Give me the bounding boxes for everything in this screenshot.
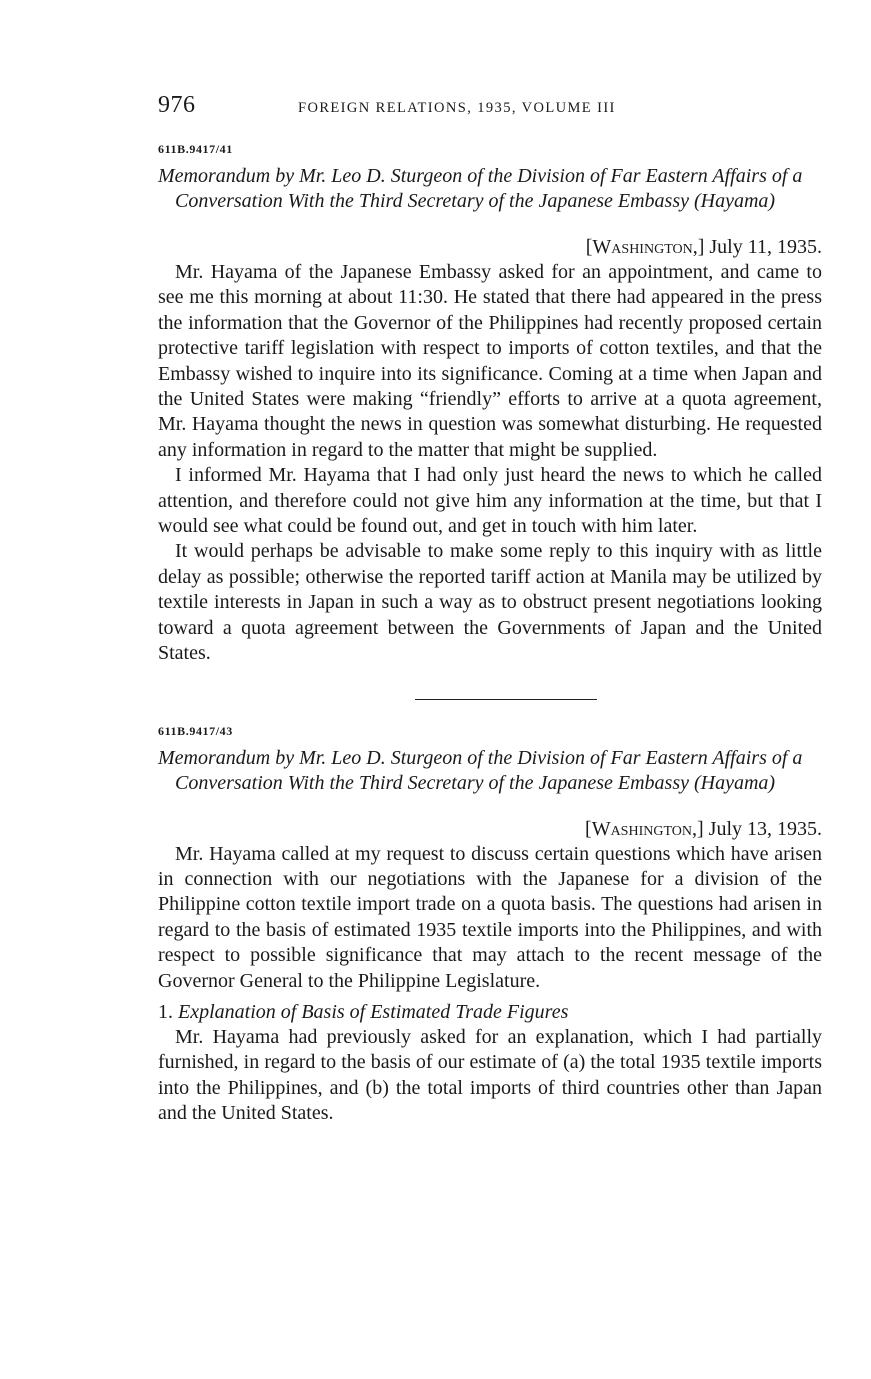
dateline-1: [Washington,] July 11, 1935. [585,236,822,258]
file-number-2: 611B.9417/43 [158,723,233,738]
running-title: FOREIGN RELATIONS, 1935, VOLUME III [298,100,616,116]
memo1-paragraph-3: It would perhaps be advisable to make some reply to this inquiry with as little delay as possible; otherwise the reported tariff action at Manila may be utilized by textile interests in Japan in such a way as to obstruct present negotiations looking toward a quota agreement between the Governments of Japan and the United States. [158,540,822,665]
dateline-place-2: Washington [591,817,692,840]
memo2-paragraph-2: Mr. Hayama had previously asked for an explanation, which I had partially furnished, in regard to the basis of our estimate of (a) the total 1935 textile imports into the Philippines, and (b) the total imports of third countries other than Japan and the United States. [158,1025,822,1125]
dateline-place-1: Washington [592,236,693,258]
section-divider [415,699,597,700]
memo2-paragraph-1: Mr. Hayama called at my request to discuss certain questions which have arisen in connection with our negotiations with the Japanese for a division of the Philippine cotton textile import trade on a quota basis. The questions had arisen in regard to the basis of estimated 1935 textile imports into the Philippines, and with respect to possible significance that may attach to the recent message of the Governor General to the Philippine Legislature. [158,842,822,992]
page-header [158,92,822,124]
dateline-date-2: July 13, 1935. [708,817,822,840]
memo1-paragraph-1: Mr. Hayama of the Japanese Embassy asked for an appointment, and came to see me this morning at about 11:30. He stated that there had appeared in the press the information that the Governor of the Philippines had recently proposed certain protective tariff legislation with respect to imports of cotton textiles, and that the Embassy wished to inquire into its significance. Coming at a time when Japan and the United States were making “friendly” efforts to arrive at a quota agreement, Mr. Hayama thought the news in question was somewhat disturbing. He requested any information in regard to the matter that might be supplied. [158,261,822,461]
file-number-1: 611B.9417/41 [158,142,233,156]
dateline-2: [Washington,] July 13, 1935. [585,817,822,840]
section-title: Explanation of Basis of Estimated Trade Figures [178,1000,569,1023]
document-page [158,92,822,1127]
memo-title-2: Memorandum by Mr. Leo D. Sturgeon of the Division of Far Eastern Affairs of a Conversation With the Third Secretary of the Japanese Embassy (Hayama) [158,746,803,794]
section-number: 1. [158,1000,173,1023]
memo1-paragraph-2: I informed Mr. Hayama that I had only just heard the news to which he called attention, and therefore could not give him any information at the time, but that I would see what could be found out, and get in touch with him later. [158,464,822,538]
section-heading [158,1000,822,1025]
dateline-date-1: July 11, 1935. [709,236,822,258]
memo-title-1: Memorandum by Mr. Leo D. Sturgeon of the Division of Far Eastern Affairs of a Conversation With the Third Secretary of the Japanese Embassy (Hayama) [158,165,803,212]
page-number: 976 [158,92,196,118]
